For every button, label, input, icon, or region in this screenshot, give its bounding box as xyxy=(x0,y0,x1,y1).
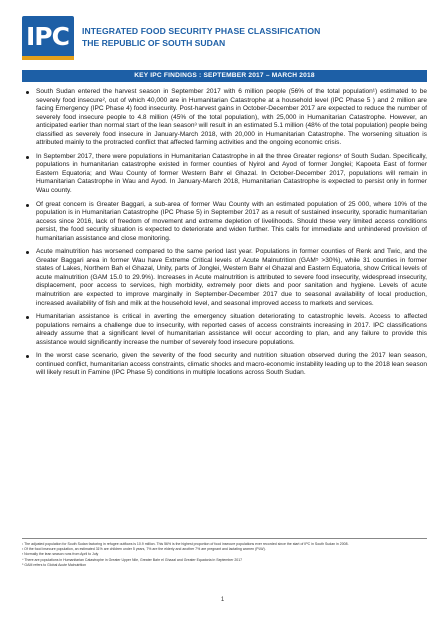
page-number: 1 xyxy=(220,597,225,603)
key-findings-list xyxy=(22,88,427,383)
bullet-icon xyxy=(26,156,29,159)
finding-text: Humanitarian assistance is critical in averting the emergency situation deteriorating to catastrophic levels. Access to affected populations remains a challenge due to insecurity, with reported cases of access constraints increasing in 2017. IPC classifications already assume that a significant level of humanitarian assistance will occur according to plan, and any failure to provide this assistance would significantly increase the number of severely food insecure populations. xyxy=(36,313,427,346)
ipc-logo-text: IPC xyxy=(26,22,69,51)
finding-text: In the worst case scenario, given the severity of the food security and nutrition situation observed during the 2017 lean season, continued conflict, humanitarian access constraints, climatic shocks and macro-economic instability leading up to the 2018 lean season will likely result in Famine (IPC Phase 5) conditions in multiple locations across South Sudan. xyxy=(36,352,427,377)
footnote: ³ Normally the lean season runs from April to July xyxy=(22,552,99,557)
footnote: ² Of the food insecure population, an estimated 31% are children under 5 years, 7% are the elderly and another 7% are pregnant and lactating women (PLW). xyxy=(22,547,266,552)
finding-item xyxy=(22,248,427,308)
document-title: INTEGRATED FOOD SECURITY PHASE CLASSIFICATION xyxy=(82,26,321,36)
finding-item xyxy=(22,153,427,196)
footnotes xyxy=(22,538,427,568)
finding-text: Acute malnutrition has worsened compared to the same period last year. Populations in former counties of Renk and Twic, and the Greater Baggari area in former Wau have Extreme Critical levels of Acute Malnutrition (GAM⁵ >30%), while 31 counties in former states of Lakes, Northern Bah el Ghazal, Unity, parts of Jonglei, Western Bahr el Ghazal and Eastern Equatoria, show Critical levels of acute malnutrition (GAM 15.0 to 29.9%). Increases in Acute malnutrition is attributed to severe food insecurity, widespread insecurity, displacement, poor access to services, high morbidity, extremely poor diets and poor sanitation and hygiene. Levels of acute malnutrition are expected to improve marginally in September-December 2017 due to seasonal availability of local production, increased availability of fish and milk at the household level, and seasonal improved access to markets and services. xyxy=(36,248,427,307)
finding-text: South Sudan entered the harvest season in September 2017 with 6 million people (56% of the total population¹) estimated to be severely food insecure², out of which 40,000 are in Humanitarian Catastrophe at a household level (IPC Phase 5 ) and 2 million are facing Emergency (IPC Phase 4) food insecurity. Post-harvest gains in October-December 2017 are expected to reduce the number of severely food insecure people to 4.8 million (45% of the total population), with 25,000 in Humanitarian Catastrophe. However, an anticipated earlier than normal start of the lean season³ will result in an estimated 5.1 million (48% of the total population) people being classified as severely food insecure in January-March 2018, with 20,000 in Humanitarian Catastrophe. The worsening situation is attributed mainly to the protracted conflict that affected farming activities and the ongoing economic crisis. xyxy=(36,88,427,147)
bullet-icon xyxy=(26,91,29,94)
finding-text: Of great concern is Greater Baggari, a sub-area of former Wau County with an estimated population of 25 000, where 10% of the population is in Humanitarian Catastrophe (IPC Phase 5) in September 2017 as a result of sustained insecurity, sporadic humanitarian access since 2016, lack of freedom of movement and extreme depletion of livelihoods. Should these very limited access conditions persist, the food security situation is expected to deteriorate and widen further. This calls for immediate and unhindered provision of humanitarian assistance and close monitoring. xyxy=(36,200,427,242)
finding-text: In September 2017, there were populations in Humanitarian Catastrophe in all the three Greater regions⁴ of South Sudan. Specifically, populations in humanitarian catastrophe existed in former counties of Nyirol and Ayod of former Jonglei; Kapoeta East of former Eastern Equatoria; and Wau County of former Western Bahr el Ghazal. In October-December 2017, populations will remain in Humanitarian Catastrophe in Wau and Ayod. In January-March 2018, Humanitarian Catastrophe is expected to persist only in former Wau county. xyxy=(36,152,427,195)
finding-item xyxy=(22,352,427,378)
footnote: ⁴ There are populations in Humanitarian Catastrophe in Greater Upper Nile, Greater Bahr el Ghazal and Greater Equatoria in September 2017 xyxy=(22,557,243,562)
bullet-icon xyxy=(26,251,29,254)
key-findings-banner: KEY IPC FINDINGS : SEPTEMBER 2017 – MARCH 2018 xyxy=(22,70,427,82)
finding-item xyxy=(22,88,427,148)
header-titles xyxy=(82,26,320,48)
country-subtitle: THE REPUBLIC OF SOUTH SUDAN xyxy=(82,38,226,48)
document-header xyxy=(22,16,427,66)
bullet-icon xyxy=(26,204,29,207)
footnote: ⁵ GAM refers to Global Acute Malnutrition xyxy=(22,562,87,567)
bullet-icon xyxy=(26,355,29,358)
finding-item xyxy=(22,201,427,244)
finding-item xyxy=(22,313,427,347)
bullet-icon xyxy=(26,316,29,319)
ipc-logo xyxy=(22,16,74,60)
logo-accent-stripe xyxy=(22,56,74,60)
footnote: ¹ The adjusted population for South Sudan factoring in refugee outflows is 10.9 million. This 56% is the highest proportion of food insecure populations ever recorded since the start of IPC in South Sudan in 2008. xyxy=(22,542,349,546)
